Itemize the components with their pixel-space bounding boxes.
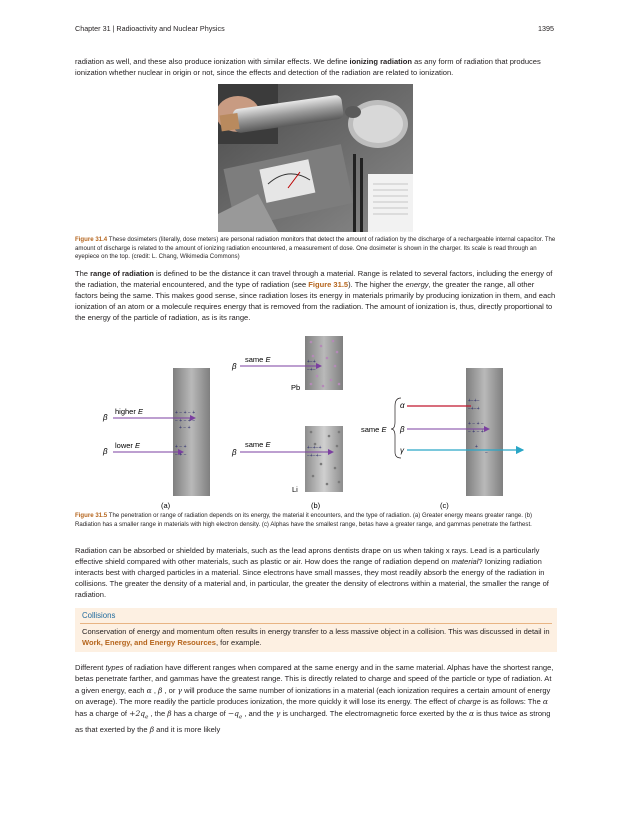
figure-31-5-label: Figure 31.5: [75, 512, 108, 519]
panel-b-beta-1: β: [232, 362, 237, 371]
em-material: material: [451, 556, 479, 566]
range-paragraph: [75, 269, 557, 324]
panel-b-beta-2: β: [232, 448, 237, 457]
figure-31-5-text: The penetration or range of radiation depends on its energy, the material it encounters, and the type of radiation. (a) Greater energy means greater range. (b) Radiation has a smaller range in materials with high electron density. (c) Alphas have the smallest range, betas have a greater range, and gammas penetrate the farthest.: [75, 512, 533, 528]
term-range-of-radiation: range of radiation: [90, 269, 154, 278]
panel-a-lower-label: lower E: [115, 441, 141, 450]
panel-a-beta-2: β: [103, 447, 108, 456]
figure-31-5-diagram: [75, 336, 557, 512]
svg-text:−+−: −+−: [307, 367, 316, 373]
svg-text:−+−+−: −+−+−: [307, 453, 322, 459]
svg-text:+−+−: +−+−: [468, 398, 480, 404]
types-paragraph: Different types of radiation have different ranges when compared at the same energy and in the same material. Alphas have the shortest range, betas penetrate farther, and gammas have the greatest range. This is directly related to charge and speed of the particle or type of radiation. At a given energy, each α , β , or γ will produce the same number of ionizations in a material (each ionization requires a certain amount of energy on average). The more readily the particle produces ionization, the more quickly it will lose its energy. The effect of charge is as follows: The α has a charge of $+2q_e$ , the β has a charge of $-q_e$ , and the γ is uncharged. The electromagnetic force exerted by the α is thus twice as strong as that exerted by the β and it is more likely: [75, 663, 554, 734]
svg-text:+ − + − +: + − + − +: [175, 410, 196, 416]
range-text-2: is defined to be the distance it can travel through a material. Range is related to several factors, including the energy of the radiation, the material encountered, and the type of radiation (see: [75, 269, 553, 289]
absorb-text-1: Radiation can be absorbed or shielded by materials, such as the lead aprons dentists drape on us when taking x rays. Lead is a particularly effective shield compared with other materials, such as plastic or air. How does the range of radiation depend on: [75, 546, 540, 566]
callout-text-1: Conservation of energy and momentum often results in energy transfer to a less massive object in a collision. This was discussed in detail in: [82, 627, 550, 636]
dosimeter-photo-art: [218, 84, 413, 232]
svg-text:+ − + −: + − + −: [468, 421, 484, 427]
callout-title: Collisions: [82, 611, 116, 620]
em-charge: charge: [457, 697, 481, 707]
svg-text:+−+: +−+: [307, 359, 316, 365]
callout-rule: [80, 623, 552, 624]
intro-text-2: as any form of radiation that produces ionization whether nuclear in origin or not, since the effects and detection of the radiation are related to ionization.: [75, 57, 541, 77]
svg-text:−+−+: −+−+: [468, 406, 480, 412]
figure-31-4-text: These dosimeters (literally, dose meters) are personal radiation monitors that detect the amount of radiation by the discharge of a rechargeable internal capacitor. The amount of discharge is related to the amount of ionizing radiation encountered, a measurement of dose. One dosimeter is shown in the charger. Its scale is read through an eyepiece on the top. (credit: L. Chang, Wikimedia Commons): [75, 236, 556, 261]
collisions-callout: [75, 608, 557, 652]
range-text-3: ). The higher the: [348, 279, 406, 289]
figure-31-4-caption: [75, 236, 557, 262]
absorb-paragraph: [75, 546, 557, 601]
dosimeter-photo: [218, 84, 413, 232]
figure-31-5-svg: [75, 336, 557, 512]
charge-alpha: $+2q_e$: [129, 708, 149, 721]
intro-text-1: radiation as well, and these also produce ionization with similar effects. We define: [75, 57, 350, 66]
term-ionizing-radiation: ionizing radiation: [349, 57, 412, 66]
chapter-header: Chapter 31 | Radioactivity and Nuclear Physics: [75, 24, 225, 33]
svg-text:− + − + −: − + − + −: [175, 418, 196, 424]
panel-b-li-slab: [305, 426, 343, 492]
intro-paragraph: [75, 57, 557, 79]
range-text-1: The: [75, 269, 91, 278]
panel-a-higher-label: higher E: [115, 407, 143, 416]
panel-c-gamma: γ: [400, 446, 404, 455]
panel-b-pb-label: Pb: [291, 383, 301, 392]
svg-text:+−+−+: +−+−+: [307, 445, 322, 451]
callout-body: [82, 627, 552, 649]
link-figure-31-5[interactable]: Figure 31.5: [308, 279, 349, 289]
charge-beta: $-q_e$: [227, 708, 243, 721]
panel-c-same-e: same E: [361, 425, 387, 434]
figure-31-4-label: Figure 31.4: [75, 236, 108, 243]
em-types: types: [105, 663, 124, 672]
panel-c-label: (c): [440, 501, 449, 510]
panel-c-beta: β: [400, 425, 405, 434]
svg-text:+ − +: + − +: [175, 444, 187, 450]
panel-a-beta-1: β: [103, 413, 108, 422]
figure-31-5-caption: [75, 512, 557, 529]
em-energy: energy: [405, 279, 429, 289]
panel-a-slab: [173, 368, 210, 496]
svg-text:+ − +: + − +: [179, 425, 191, 431]
page-number: 1395: [538, 24, 554, 33]
panel-b-li-label: Li: [292, 485, 298, 494]
callout-text-2: , for example.: [215, 637, 262, 647]
panel-b-pb-same-e: same E: [245, 355, 271, 364]
panel-a-label: (a): [161, 501, 171, 510]
svg-text:− + −: − + −: [175, 452, 187, 458]
svg-text:−: −: [485, 450, 488, 456]
panel-b-label: (b): [311, 501, 321, 510]
panel-b-li-same-e: same E: [245, 440, 271, 449]
range-text-4: , the greater the range, all other factors being the same. This makes good sense, since radiation loses its energy in materials primarily by producing ionization in them, and each ionization of an atom or a molecule requires energy that is removed from the radiation. The amount of ionization is, thus, directly proportional to the energy of the particle of radiation, as is its range.: [75, 279, 556, 322]
svg-text:+: +: [475, 444, 478, 450]
panel-c-alpha: α: [400, 401, 405, 410]
svg-text:− + − +: − + − +: [468, 429, 484, 435]
absorb-text-2: ? Ionizing radiation interacts best with charged particles in a material. Since electrons have small masses, they most readily absorb the energy of the radiation in collisions. The greater the density of a material and, in particular, the greater the density of electrons within a material, the smaller the range of radiation.: [75, 556, 549, 599]
link-work-energy[interactable]: Work, Energy, and Energy Resources: [82, 637, 216, 647]
